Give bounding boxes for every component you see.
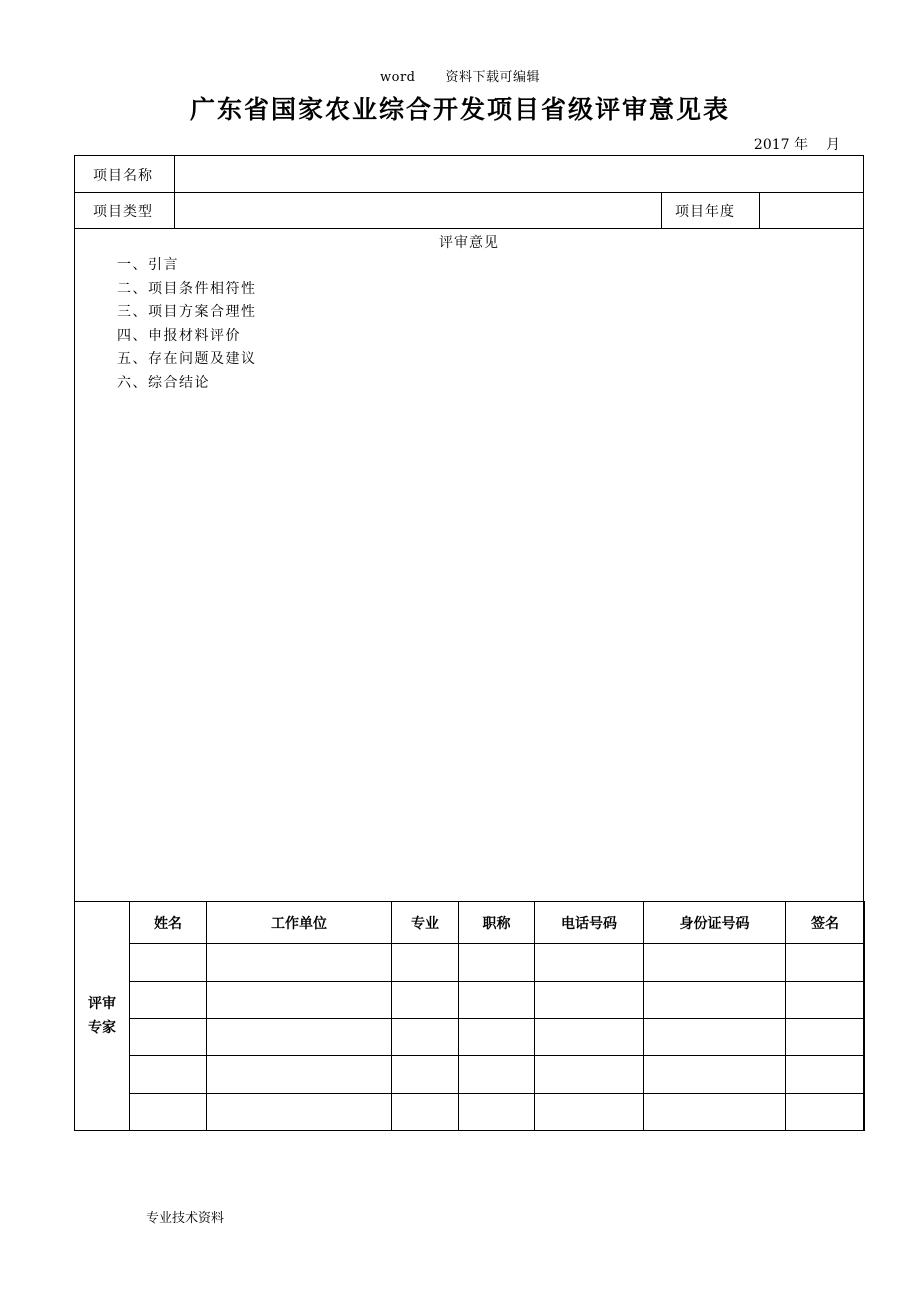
name-cell[interactable] <box>130 1056 207 1093</box>
expert-side-label <box>75 902 130 1131</box>
page-footer: 专业技术资料 <box>146 1211 225 1226</box>
signature-cell[interactable] <box>786 1056 865 1093</box>
outline-item: 六、综合结论 <box>117 374 210 391</box>
title-cell[interactable] <box>459 981 535 1018</box>
project-type-field[interactable] <box>175 193 661 228</box>
side-label-line: 专家 <box>88 1020 116 1036</box>
signature-cell[interactable] <box>786 981 865 1018</box>
table-row <box>75 1018 865 1055</box>
specialty-cell[interactable] <box>392 1093 459 1130</box>
outline-item: 五、存在问题及建议 <box>117 351 257 368</box>
phone-cell[interactable] <box>535 1018 644 1055</box>
header-right-text: 资料下载可编辑 <box>445 70 540 85</box>
header-left-text: word <box>379 70 416 85</box>
unit-cell[interactable] <box>207 1018 392 1055</box>
column-header-name: 姓名 <box>130 902 207 944</box>
table-row <box>75 981 865 1018</box>
column-header-specialty: 专业 <box>392 902 459 944</box>
project-name-field[interactable] <box>175 156 863 193</box>
specialty-cell[interactable] <box>392 1056 459 1093</box>
id-number-cell[interactable] <box>644 981 786 1018</box>
name-cell[interactable] <box>130 1093 207 1130</box>
name-cell[interactable] <box>130 981 207 1018</box>
phone-cell[interactable] <box>535 981 644 1018</box>
expert-header-row <box>75 902 865 944</box>
column-header-signature: 签名 <box>786 902 865 944</box>
signature-cell[interactable] <box>786 944 865 981</box>
id-number-cell[interactable] <box>644 1018 786 1055</box>
expert-table <box>74 901 865 1131</box>
project-name-label: 项目名称 <box>93 167 153 184</box>
outline-item: 二、项目条件相符性 <box>117 280 257 297</box>
unit-cell[interactable] <box>207 981 392 1018</box>
outline-item: 四、申报材料评价 <box>117 327 241 344</box>
column-header-phone: 电话号码 <box>535 902 644 944</box>
title-cell[interactable] <box>459 944 535 981</box>
title-cell[interactable] <box>459 1093 535 1130</box>
unit-cell[interactable] <box>207 1093 392 1130</box>
id-number-cell[interactable] <box>644 1093 786 1130</box>
title-cell[interactable] <box>459 1018 535 1055</box>
phone-cell[interactable] <box>535 1056 644 1093</box>
opinion-heading: 评审意见 <box>439 235 499 251</box>
specialty-cell[interactable] <box>392 981 459 1018</box>
page-header <box>0 66 920 85</box>
project-year-field[interactable] <box>760 193 863 228</box>
column-header-unit: 工作单位 <box>207 902 392 944</box>
outline-item: 三、项目方案合理性 <box>117 304 257 321</box>
unit-cell[interactable] <box>207 944 392 981</box>
id-number-cell[interactable] <box>644 1056 786 1093</box>
side-label-line: 评审 <box>88 996 116 1012</box>
project-type-label: 项目类型 <box>93 203 153 220</box>
unit-cell[interactable] <box>207 1056 392 1093</box>
table-row <box>75 1093 865 1130</box>
form-date <box>754 134 840 154</box>
column-header-title: 职称 <box>459 902 535 944</box>
opinion-text-area[interactable] <box>75 396 863 901</box>
table-row <box>75 1056 865 1093</box>
id-number-cell[interactable] <box>644 944 786 981</box>
divider <box>75 228 863 229</box>
name-cell[interactable] <box>130 1018 207 1055</box>
table-row <box>75 944 865 981</box>
signature-cell[interactable] <box>786 1018 865 1055</box>
outline-item: 一、引言 <box>117 257 179 273</box>
specialty-cell[interactable] <box>392 1018 459 1055</box>
opinion-outline <box>117 254 257 396</box>
phone-cell[interactable] <box>535 944 644 981</box>
date-month: 月 <box>826 137 840 153</box>
date-year: 2017 年 <box>753 137 808 153</box>
name-cell[interactable] <box>130 944 207 981</box>
page-title: 广东省国家农业综合开发项目省级评审意见表 <box>189 95 730 124</box>
title-cell[interactable] <box>459 1056 535 1093</box>
specialty-cell[interactable] <box>392 944 459 981</box>
phone-cell[interactable] <box>535 1093 644 1130</box>
column-header-id-number: 身份证号码 <box>644 902 786 944</box>
project-year-label: 项目年度 <box>675 203 735 220</box>
signature-cell[interactable] <box>786 1093 865 1130</box>
